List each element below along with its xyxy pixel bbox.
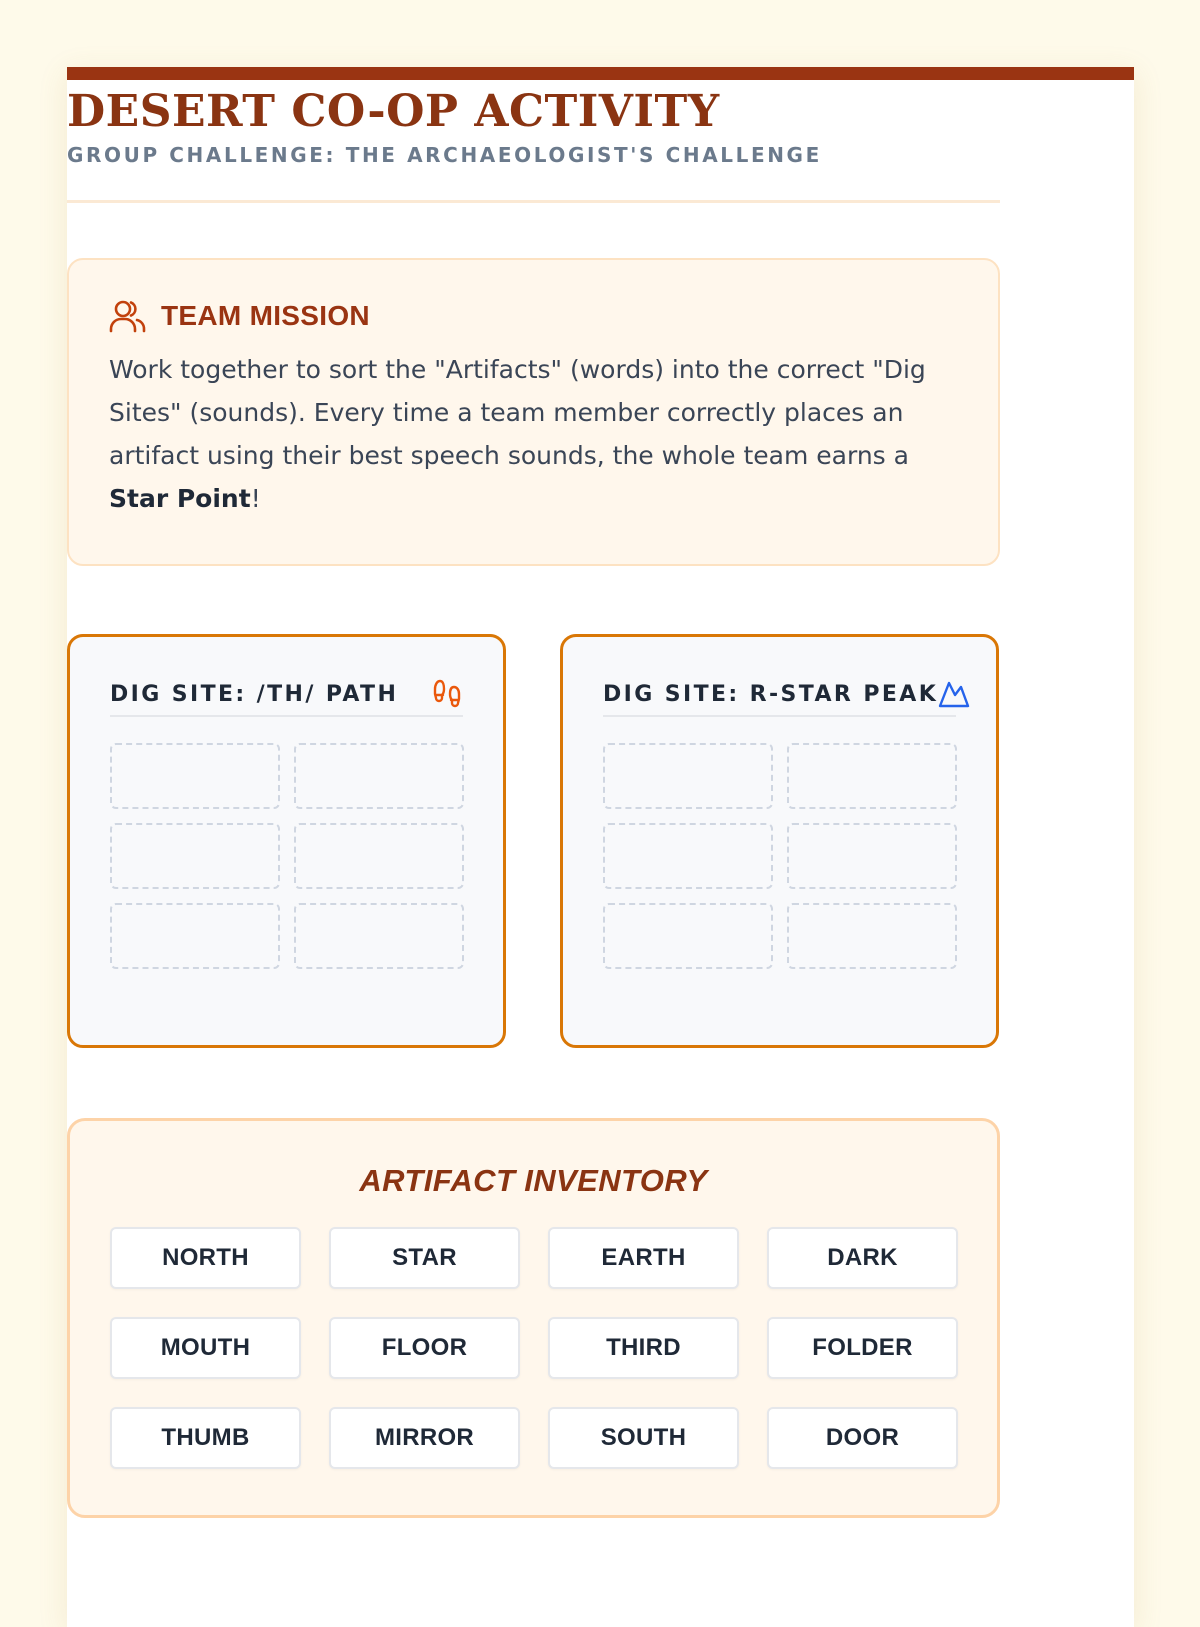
word-tile-mouth[interactable]: MOUTH xyxy=(110,1317,301,1379)
team-mission-text xyxy=(109,348,958,520)
page-header xyxy=(67,88,1000,167)
dig-site-th-path[interactable] xyxy=(67,634,506,1048)
word-tile-dark[interactable]: DARK xyxy=(767,1227,958,1289)
dig-site-title: DIG SITE: /TH/ PATH xyxy=(110,681,399,707)
drop-slot[interactable] xyxy=(787,823,957,889)
top-accent-bar xyxy=(67,67,1134,80)
word-tile-south[interactable]: SOUTH xyxy=(548,1407,739,1469)
mission-text-part: Work together to sort the "Artifacts" (words) into the correct "Dig Sites" (sounds). Every time a team member correctly places an artifact using their best speech sounds, the whole team earns a xyxy=(109,355,926,470)
word-tile-mirror[interactable]: MIRROR xyxy=(329,1407,520,1469)
mountain-icon xyxy=(938,679,970,709)
drop-slot[interactable] xyxy=(787,743,957,809)
word-tile-floor[interactable]: FLOOR xyxy=(329,1317,520,1379)
page-subtitle: GROUP CHALLENGE: THE ARCHAEOLOGIST'S CHALLENGE xyxy=(67,143,822,168)
drop-slots xyxy=(603,743,956,969)
team-mission-title: TEAM MISSION xyxy=(161,300,370,331)
word-tile-door[interactable]: DOOR xyxy=(767,1407,958,1469)
word-tile-third[interactable]: THIRD xyxy=(548,1317,739,1379)
word-tile-earth[interactable]: EARTH xyxy=(548,1227,739,1289)
drop-slot[interactable] xyxy=(110,743,280,809)
drop-slot[interactable] xyxy=(110,903,280,969)
drop-slot[interactable] xyxy=(603,743,773,809)
artifact-inventory-panel xyxy=(67,1118,1000,1518)
users-icon xyxy=(109,298,147,334)
drop-slot[interactable] xyxy=(294,903,464,969)
dig-site-header xyxy=(603,677,956,717)
footprints-icon xyxy=(431,678,463,710)
drop-slots xyxy=(110,743,463,969)
word-tile-thumb[interactable]: THUMB xyxy=(110,1407,301,1469)
word-tile-north[interactable]: NORTH xyxy=(110,1227,301,1289)
drop-slot[interactable] xyxy=(603,823,773,889)
word-tile-grid xyxy=(110,1227,957,1469)
team-mission-panel xyxy=(67,258,1000,566)
inventory-title: ARTIFACT INVENTORY xyxy=(359,1163,708,1198)
dig-site-title: DIG SITE: R-STAR PEAK xyxy=(603,681,939,707)
drop-slot[interactable] xyxy=(787,903,957,969)
word-tile-folder[interactable]: FOLDER xyxy=(767,1317,958,1379)
drop-slot[interactable] xyxy=(294,823,464,889)
drop-slot[interactable] xyxy=(603,903,773,969)
page-title: DESERT CO-OP ACTIVITY xyxy=(67,86,720,137)
header-divider xyxy=(67,200,1000,203)
dig-site-header xyxy=(110,677,463,717)
team-mission-header xyxy=(109,298,958,334)
mission-text-end: ! xyxy=(250,484,261,513)
dig-site-r-star-peak[interactable] xyxy=(560,634,999,1048)
drop-slot[interactable] xyxy=(110,823,280,889)
star-point-text: Star Point xyxy=(109,484,251,513)
drop-slot[interactable] xyxy=(294,743,464,809)
word-tile-star[interactable]: STAR xyxy=(329,1227,520,1289)
